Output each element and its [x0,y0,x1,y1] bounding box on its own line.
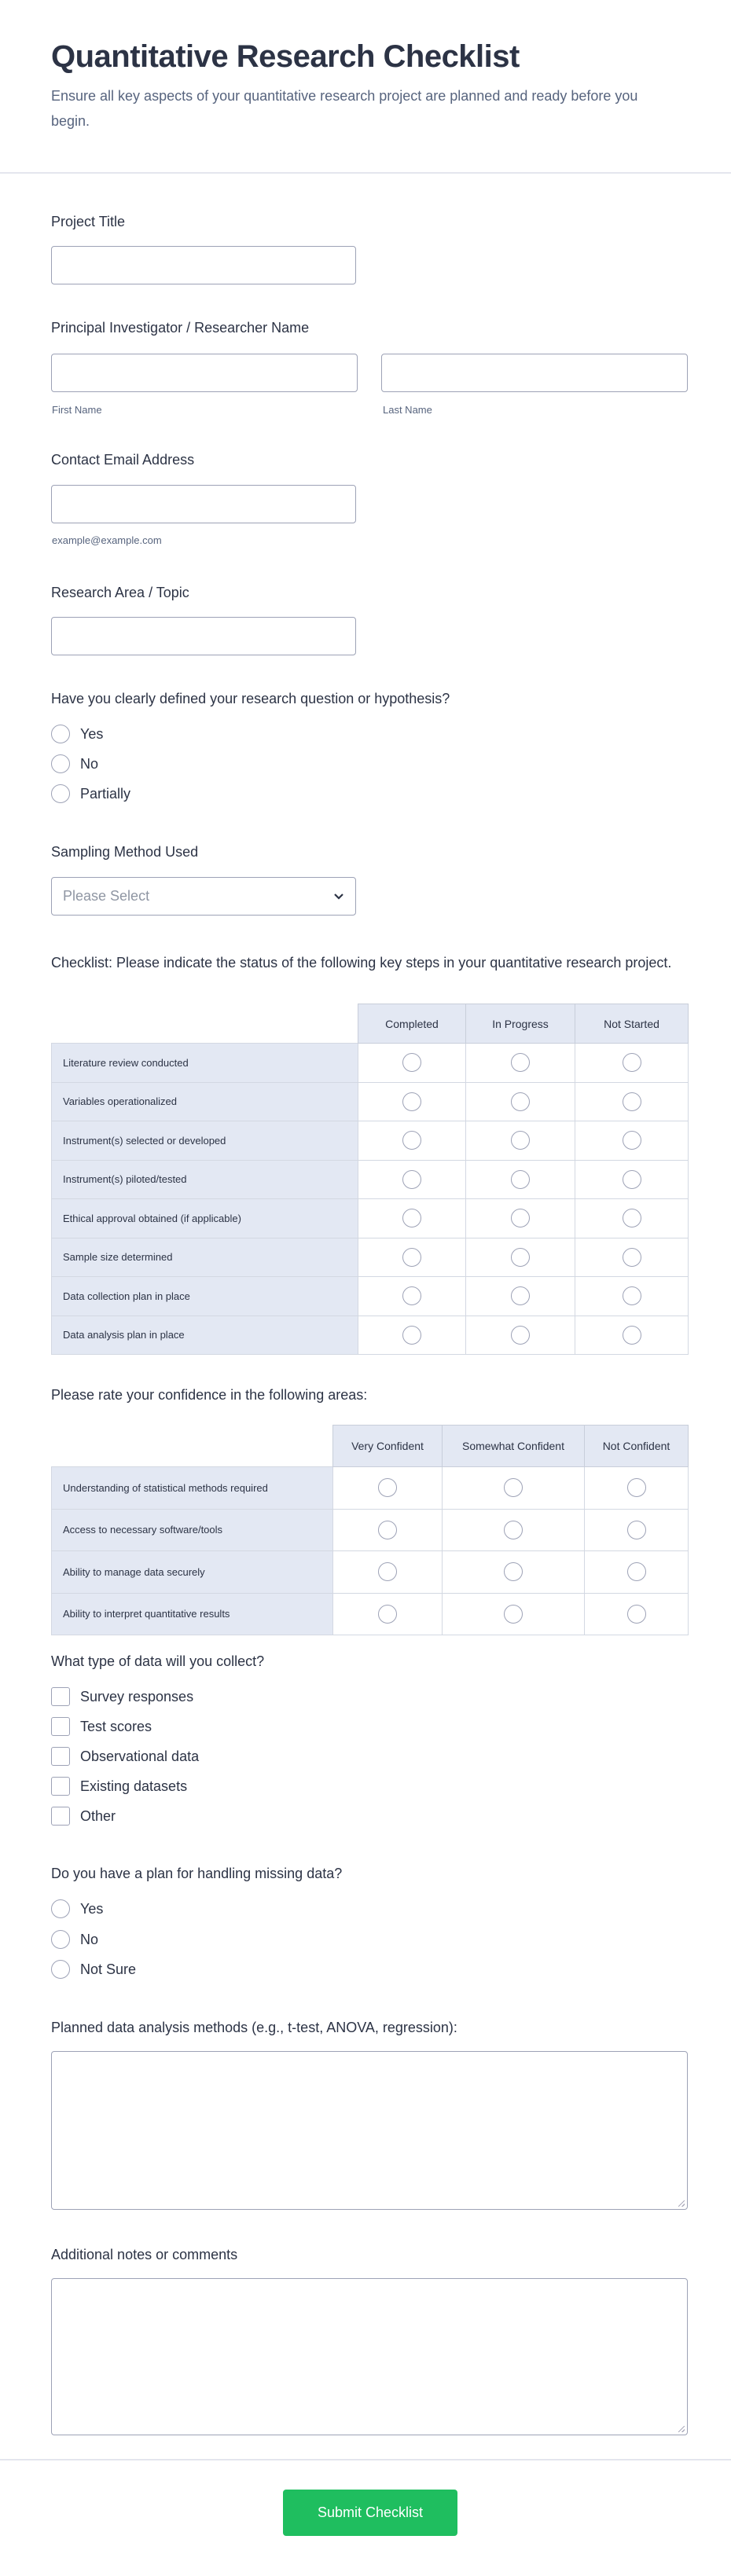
matrix-cell [575,1121,689,1161]
matrix-cell [333,1467,443,1510]
column-header: Somewhat Confident [443,1426,585,1467]
matrix-radio-button[interactable] [623,1326,641,1345]
form-subtitle: Ensure all key aspects of your quantitative research project are planned and ready before you begin. [51,88,638,129]
matrix-cell [358,1238,466,1277]
matrix-cell [575,1238,689,1277]
footer-divider [0,2459,731,2460]
option-label: Other [80,1807,116,1824]
matrix-row [52,1238,689,1277]
matrix-radio-button[interactable] [402,1209,421,1227]
row-label: Instrument(s) piloted/tested [52,1160,358,1199]
email-sublabel: example@example.com [52,534,162,546]
matrix-radio-button[interactable] [511,1209,530,1227]
matrix-row [52,1160,689,1199]
matrix-cell [466,1316,575,1355]
matrix-cell [466,1121,575,1161]
matrix-radio-button[interactable] [627,1521,646,1539]
first-name-sublabel: First Name [52,404,102,416]
matrix-cell [358,1199,466,1238]
option-label: Survey responses [80,1688,194,1704]
email-label: Contact Email Address [51,452,195,468]
question-defined-option-partially[interactable] [51,783,130,804]
option-label: Partially [80,785,131,802]
checkbox[interactable] [51,1687,70,1706]
checkbox[interactable] [51,1747,70,1766]
matrix-radio-button[interactable] [378,1605,397,1624]
pi-name-label: Principal Investigator / Researcher Name [51,320,310,336]
checkbox[interactable] [51,1717,70,1736]
radio-button[interactable] [51,1899,70,1918]
matrix-radio-button[interactable] [511,1170,530,1189]
notes-textarea[interactable] [51,2278,688,2435]
checklist-label: Checklist: Please indicate the status of the following key steps in your quantitative research project. [51,955,672,971]
matrix-radio-button[interactable] [623,1286,641,1305]
matrix-corner [52,1004,358,1044]
matrix-cell [443,1593,585,1635]
matrix-row [52,1277,689,1316]
matrix-radio-button[interactable] [623,1131,641,1150]
matrix-cell [575,1199,689,1238]
matrix-cell [358,1121,466,1161]
matrix-radio-button[interactable] [504,1478,523,1497]
option-label: Test scores [80,1718,152,1734]
matrix-cell [585,1593,689,1635]
matrix-radio-button[interactable] [511,1326,530,1345]
confidence-matrix [51,1425,689,1635]
matrix-radio-button[interactable] [511,1286,530,1305]
matrix-radio-button[interactable] [378,1478,397,1497]
resize-handle-icon[interactable] [678,2200,685,2207]
matrix-cell [358,1316,466,1355]
matrix-radio-button[interactable] [511,1131,530,1150]
matrix-cell [333,1551,443,1594]
radio-button[interactable] [51,754,70,773]
radio-button[interactable] [51,784,70,803]
data-type-other[interactable] [51,1806,116,1826]
row-label: Ability to manage data securely [52,1551,333,1594]
data-type-test-scores[interactable] [51,1716,152,1737]
sampling-placeholder: Please Select [63,888,150,904]
last-name-sublabel: Last Name [383,404,432,416]
matrix-cell [443,1509,585,1551]
data-type-observational[interactable] [51,1746,199,1767]
row-label: Understanding of statistical methods required [52,1467,333,1510]
column-header: Completed [358,1004,466,1044]
option-label: No [80,1931,99,1947]
matrix-radio-button[interactable] [378,1562,397,1581]
analysis-methods-textarea[interactable] [51,2051,688,2210]
row-label: Literature review conducted [52,1044,358,1083]
data-type-existing[interactable] [51,1776,187,1796]
matrix-cell [466,1044,575,1083]
matrix-row [52,1199,689,1238]
project-title-input[interactable] [51,246,356,284]
row-label: Ethical approval obtained (if applicable) [52,1199,358,1238]
option-label: Existing datasets [80,1778,188,1794]
matrix-cell [358,1277,466,1316]
checkbox[interactable] [51,1777,70,1796]
option-label: No [80,755,99,772]
matrix-radio-button[interactable] [623,1053,641,1072]
matrix-cell [575,1316,689,1355]
matrix-radio-button[interactable] [627,1478,646,1497]
missing-data-option-yes[interactable] [51,1899,103,1919]
matrix-radio-button[interactable] [627,1562,646,1581]
missing-data-option-not-sure[interactable] [51,1959,136,1980]
matrix-row [52,1509,689,1551]
matrix-cell [575,1277,689,1316]
header-divider [0,172,731,174]
row-label: Instrument(s) selected or developed [52,1121,358,1161]
matrix-radio-button[interactable] [623,1170,641,1189]
matrix-cell [466,1238,575,1277]
checkbox[interactable] [51,1807,70,1826]
matrix-radio-button[interactable] [378,1521,397,1539]
radio-button[interactable] [51,1960,70,1979]
first-name-input[interactable] [51,354,358,392]
option-label: Not Sure [80,1961,137,1977]
matrix-radio-button[interactable] [402,1092,421,1111]
matrix-radio-button[interactable] [511,1053,530,1072]
question-defined-option-no[interactable] [51,754,98,774]
matrix-cell [333,1593,443,1635]
row-label: Sample size determined [52,1238,358,1277]
matrix-radio-button[interactable] [623,1209,641,1227]
matrix-cell [575,1044,689,1083]
matrix-cell [585,1467,689,1510]
matrix-radio-button[interactable] [504,1521,523,1539]
matrix-radio-button[interactable] [402,1053,421,1072]
matrix-row [52,1121,689,1161]
column-header: Very Confident [333,1426,443,1467]
research-area-input[interactable] [51,617,356,655]
matrix-cell [575,1082,689,1121]
matrix-radio-button[interactable] [402,1286,421,1305]
matrix-radio-button[interactable] [402,1248,421,1267]
sampling-label: Sampling Method Used [51,844,199,860]
last-name-input[interactable] [381,354,688,392]
matrix-row [52,1082,689,1121]
form-title: Quantitative Research Checklist [51,39,520,74]
matrix-radio-button[interactable] [623,1092,641,1111]
matrix-cell [466,1160,575,1199]
row-label: Access to necessary software/tools [52,1509,333,1551]
matrix-cell [466,1199,575,1238]
option-label: Yes [80,725,104,742]
row-label: Data collection plan in place [52,1277,358,1316]
data-types-label: What type of data will you collect? [51,1653,265,1669]
matrix-cell [443,1551,585,1594]
radio-button[interactable] [51,725,70,743]
row-label: Data analysis plan in place [52,1316,358,1355]
submit-button[interactable]: Submit Checklist [283,2490,457,2536]
matrix-corner [52,1426,333,1467]
question-defined-option-yes[interactable] [51,724,103,744]
confidence-label: Please rate your confidence in the following areas: [51,1387,368,1403]
matrix-radio-button[interactable] [511,1248,530,1267]
matrix-cell [466,1277,575,1316]
matrix-row [52,1044,689,1083]
matrix-radio-button[interactable] [402,1170,421,1189]
radio-button[interactable] [51,1930,70,1949]
email-input[interactable] [51,485,356,523]
chevron-down-icon [333,893,344,901]
checklist-matrix [51,1004,689,1355]
matrix-radio-button[interactable] [627,1605,646,1624]
option-label: Observational data [80,1748,200,1764]
column-header: Not Confident [585,1426,689,1467]
matrix-cell [333,1509,443,1551]
row-label: Variables operationalized [52,1082,358,1121]
missing-data-label: Do you have a plan for handling missing data? [51,1866,343,1881]
matrix-row [52,1316,689,1355]
matrix-row [52,1551,689,1594]
matrix-radio-button[interactable] [402,1326,421,1345]
column-header: Not Started [575,1004,689,1044]
matrix-cell [575,1160,689,1199]
matrix-radio-button[interactable] [504,1605,523,1624]
matrix-cell [585,1551,689,1594]
matrix-radio-button[interactable] [504,1562,523,1581]
analysis-methods-label: Planned data analysis methods (e.g., t-test, ANOVA, regression): [51,2020,457,2035]
row-label: Ability to interpret quantitative results [52,1593,333,1635]
matrix-radio-button[interactable] [511,1092,530,1111]
matrix-cell [358,1082,466,1121]
matrix-cell [358,1044,466,1083]
matrix-radio-button[interactable] [402,1131,421,1150]
question-defined-label: Have you clearly defined your research question or hypothesis? [51,691,450,706]
sampling-select[interactable] [51,877,356,916]
data-type-survey[interactable] [51,1686,193,1707]
matrix-radio-button[interactable] [623,1248,641,1267]
missing-data-option-no[interactable] [51,1929,98,1950]
project-title-label: Project Title [51,214,126,229]
column-header: In Progress [466,1004,575,1044]
matrix-cell [358,1160,466,1199]
notes-label: Additional notes or comments [51,2247,238,2262]
research-area-label: Research Area / Topic [51,585,189,600]
matrix-cell [585,1509,689,1551]
matrix-cell [466,1082,575,1121]
resize-handle-icon[interactable] [678,2426,685,2432]
matrix-row [52,1467,689,1510]
matrix-row [52,1593,689,1635]
option-label: Yes [80,1900,104,1917]
matrix-cell [443,1467,585,1510]
